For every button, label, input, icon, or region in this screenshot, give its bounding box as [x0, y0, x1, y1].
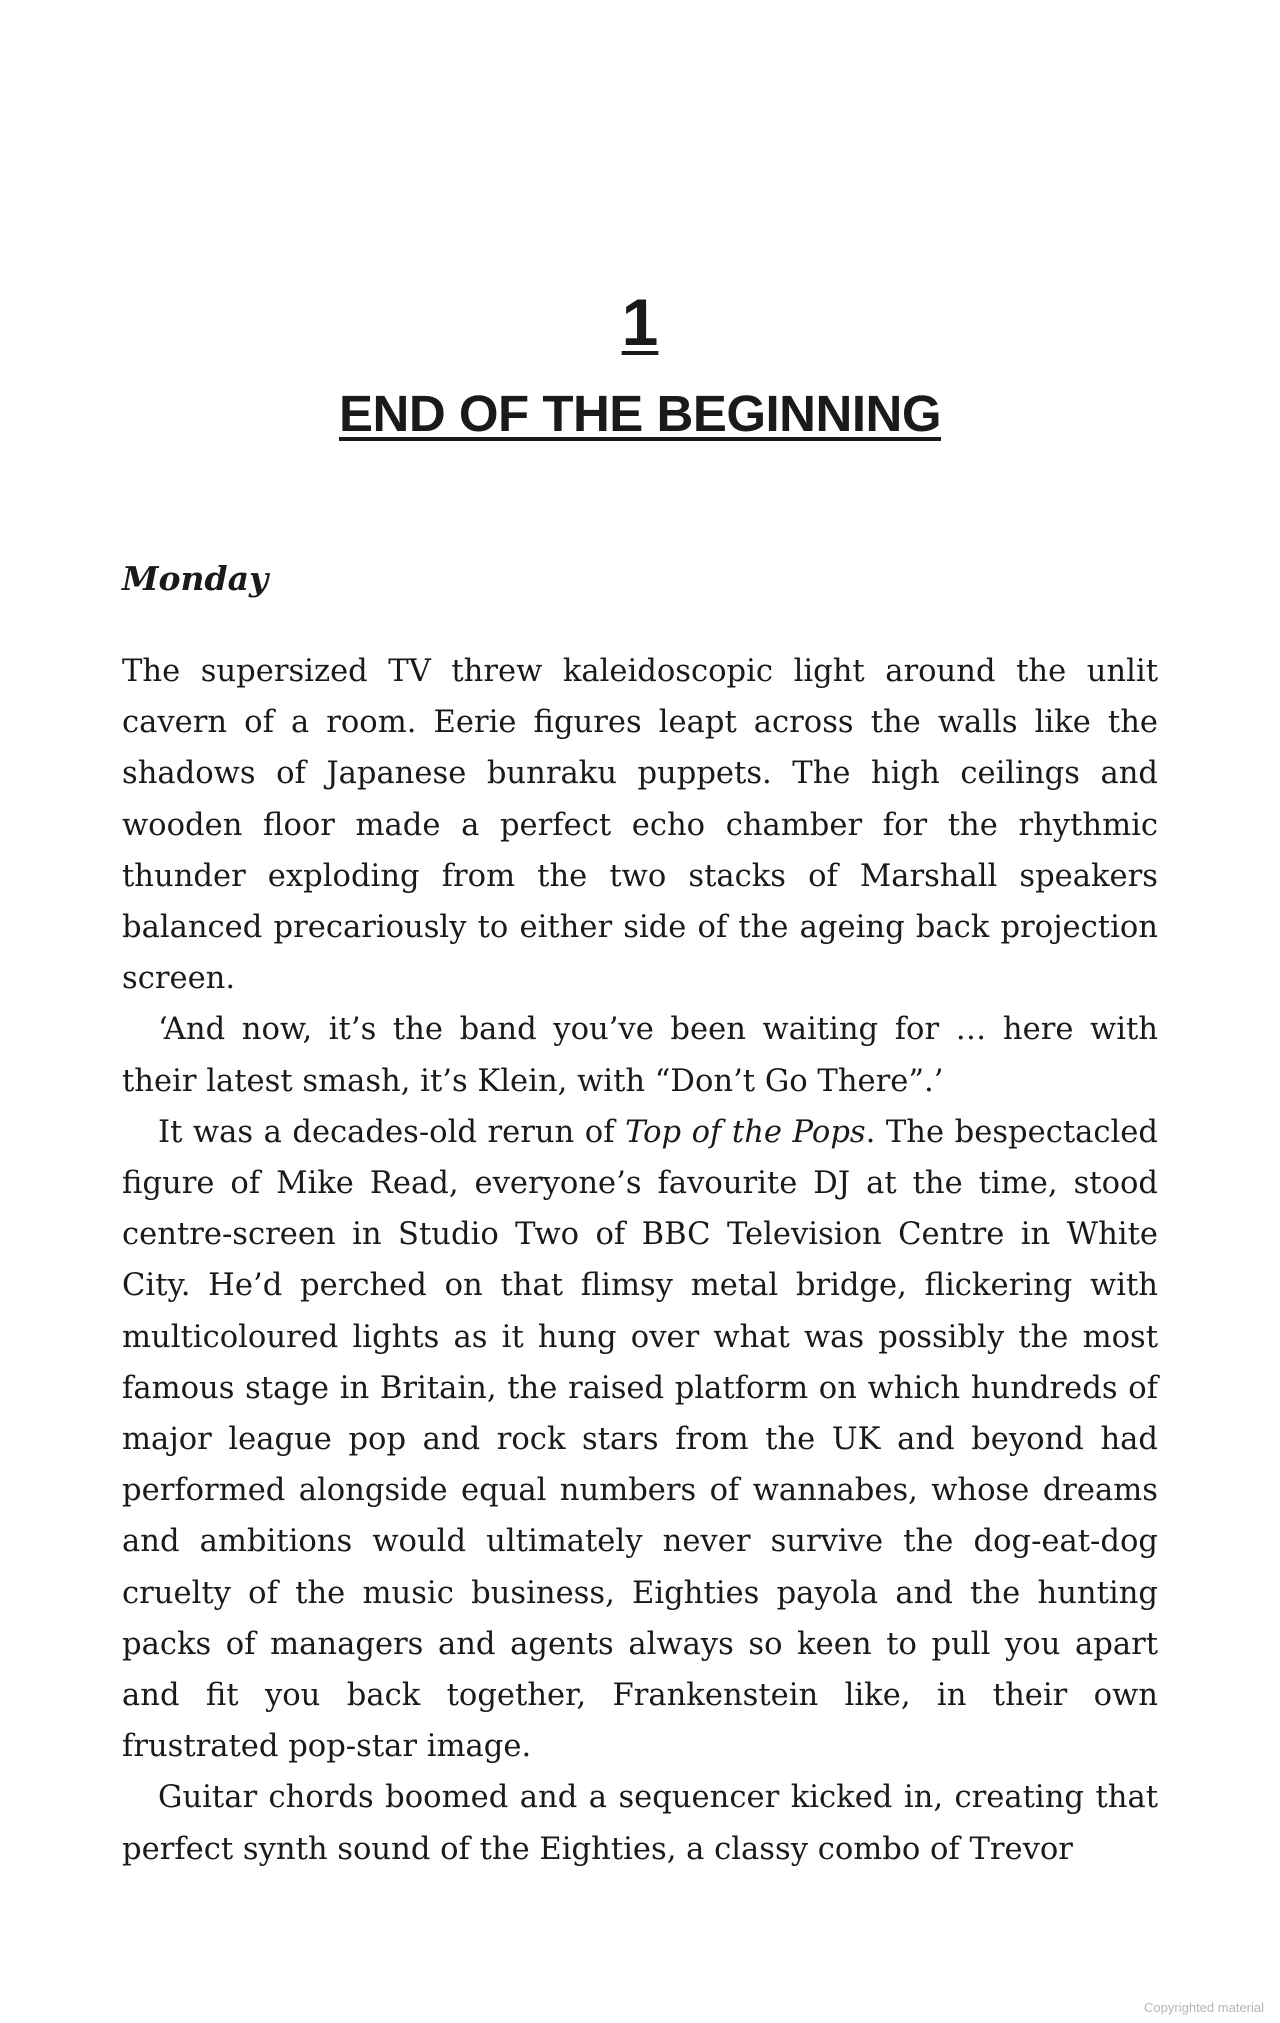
paragraph: Guitar chords boomed and a sequencer kicked in, creating that perfect synth sound of the Eighties, a classy combo of Trevor [122, 1780, 1158, 1867]
chapter-title-text: END OF THE BEGINNING [338, 385, 942, 442]
paragraph [122, 1107, 1158, 1773]
paragraph: ‘And now, it’s the band you’ve been waiting for … here with their latest smash, it’s Klein, with “Don’t Go There”.’ [122, 1012, 1158, 1099]
body-text [122, 646, 1158, 1875]
chapter-number [0, 282, 1280, 362]
paragraph-text: It was a decades-old rerun of [158, 1114, 626, 1150]
copyright-watermark: Copyrighted material [1144, 2000, 1264, 2015]
paragraph: The supersized TV threw kaleidoscopic light around the unlit cavern of a room. Eerie figures leapt across the walls like the shadows of Japanese bunraku puppets. The high ceilings and wooden floor made a perfect echo chamber for the rhythmic thunder exploding from the two stacks of Marshall speakers balanced precariously to either side of the ageing back projection screen. [122, 654, 1158, 997]
chapter-number-text: 1 [621, 285, 659, 359]
paragraph-text: . The bespectacled figure of Mike Read, everyone’s favourite DJ at the time, stood centre-screen in Studio Two of BBC Television Centre in White City. He’d perched on that flimsy metal bridge, flickering with multicoloured lights as it hung over what was possibly the most famous stage in Britain, the raised platform on which hundreds of major league pop and rock stars from the UK and beyond had performed alongside equal numbers of wannabes, whose dreams and ambitions would ultimately never survive the dog-eat-dog cruelty of the music business, Eighties payola and the hunting packs of managers and agents always so keen to pull you apart and fit you back together, Frankenstein like, in their own frustrated pop-star image. [122, 1114, 1158, 1765]
chapter-title [0, 382, 1280, 446]
section-heading: Monday [122, 559, 269, 598]
show-title: Top of the Pops [625, 1114, 866, 1150]
